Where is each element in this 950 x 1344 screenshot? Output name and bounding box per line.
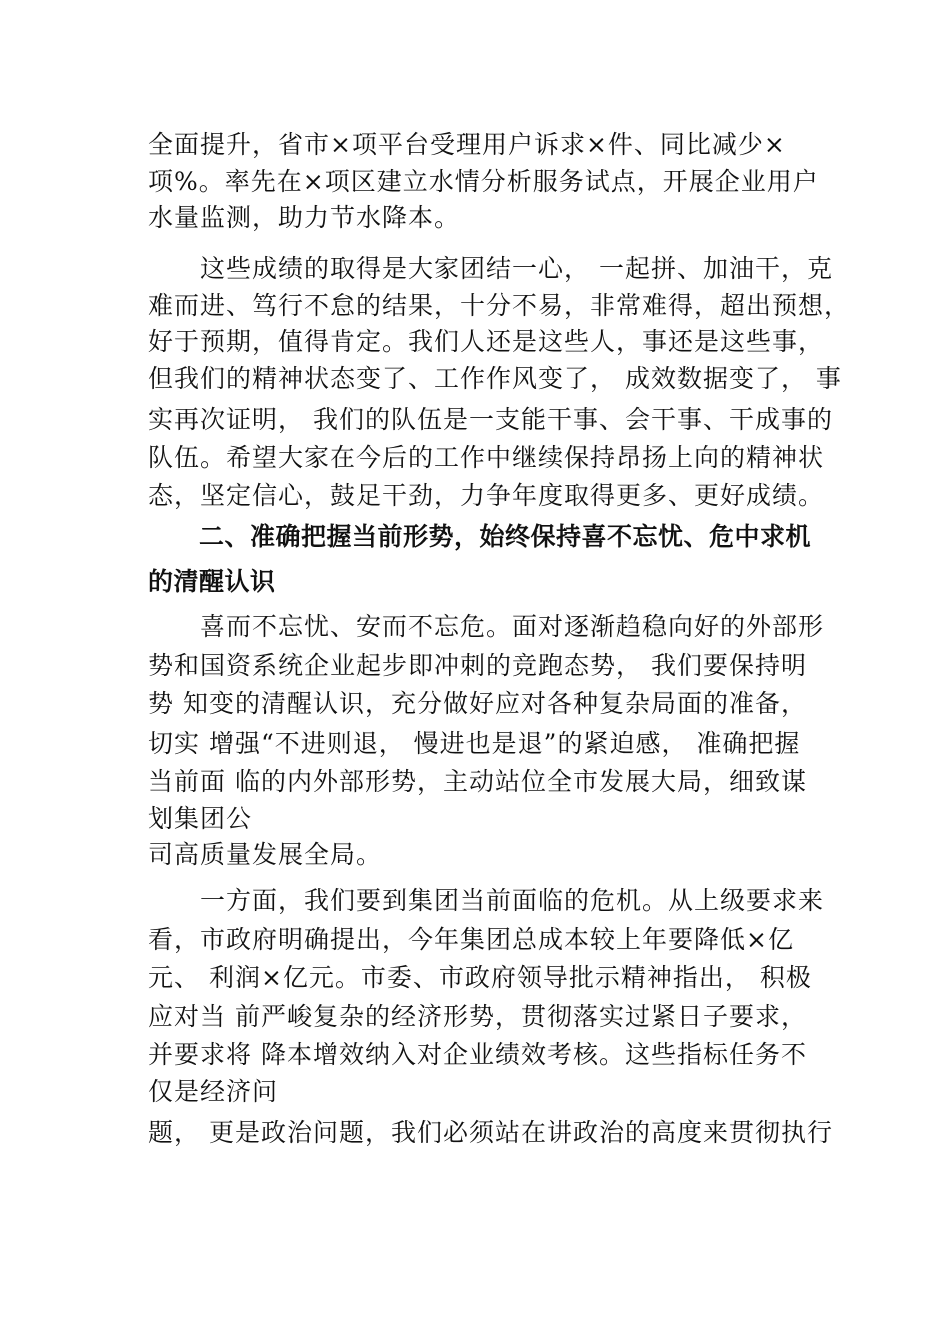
text-line: 划集团公	[148, 804, 253, 833]
text-line: 仅是经济问	[148, 1077, 279, 1106]
text-line: 态，坚定信心，鼓足干劲，力争年度取得更多、更好成绩。	[148, 481, 825, 510]
text-line: 一方面，我们要到集团当前面临的危机。从上级要求来	[148, 886, 825, 915]
text-line: 喜而不忘忧、安而不忘危。面对逐渐趋稳向好的外部形	[148, 612, 825, 641]
text-line: 并要求将 降本增效纳入对企业绩效考核。这些指标任务不	[148, 1040, 807, 1069]
text-line: 但我们的精神状态变了、工作作风变了， 成效数据变了， 事	[148, 364, 842, 393]
text-line: 司高质量发展全局。	[148, 840, 383, 869]
section-heading: 的清醒认识	[148, 567, 276, 596]
text-line: 势 知变的清醒认识，充分做好应对各种复杂局面的准备，	[148, 689, 807, 718]
text-line: 这些成绩的取得是大家团结一心， 一起拼、加油干，克	[148, 254, 833, 283]
text-line: 势和国资系统企业起步即冲刺的竞跑态势， 我们要保持明	[148, 651, 807, 680]
text-line: 好于预期，值得肯定。我们人还是这些人，事还是这些事，	[148, 327, 825, 356]
text-line: 看，市政府明确提出，今年集团总成本较上年要降低×亿	[148, 925, 794, 954]
text-line: 应对当 前严峻复杂的经济形势，贯彻落实过紧日子要求，	[148, 1002, 807, 1031]
text-line: 项%。率先在×项区建立水情分析服务试点，开展企业用户	[148, 167, 819, 196]
text-line: 全面提升，省市×项平台受理用户诉求×件、同比减少×	[148, 130, 786, 159]
text-line: 实再次证明， 我们的队伍是一支能干事、会干事、干成事的	[148, 405, 833, 434]
text-line: 当前面 临的内外部形势，主动站位全市发展大局，细致谋	[148, 767, 807, 796]
text-line: 题， 更是政治问题，我们必须站在讲政治的高度来贯彻执行	[148, 1118, 833, 1147]
text-line: 水量监测，助力节水降本。	[148, 203, 461, 232]
text-line: 元、 利润×亿元。市委、市政府领导批示精神指出， 积极	[148, 963, 812, 992]
text-line: 队伍。希望大家在今后的工作中继续保持昂扬上向的精神状	[148, 443, 825, 472]
section-heading: 二、准确把握当前形势，始终保持喜不忘忧、危中求机	[148, 522, 812, 551]
text-line: 切实 增强“不进则退， 慢进也是退”的紧迫感， 准确把握	[148, 729, 801, 758]
text-line: 难而进、笃行不怠的结果，十分不易，非常难得，超出预想，	[148, 291, 851, 320]
